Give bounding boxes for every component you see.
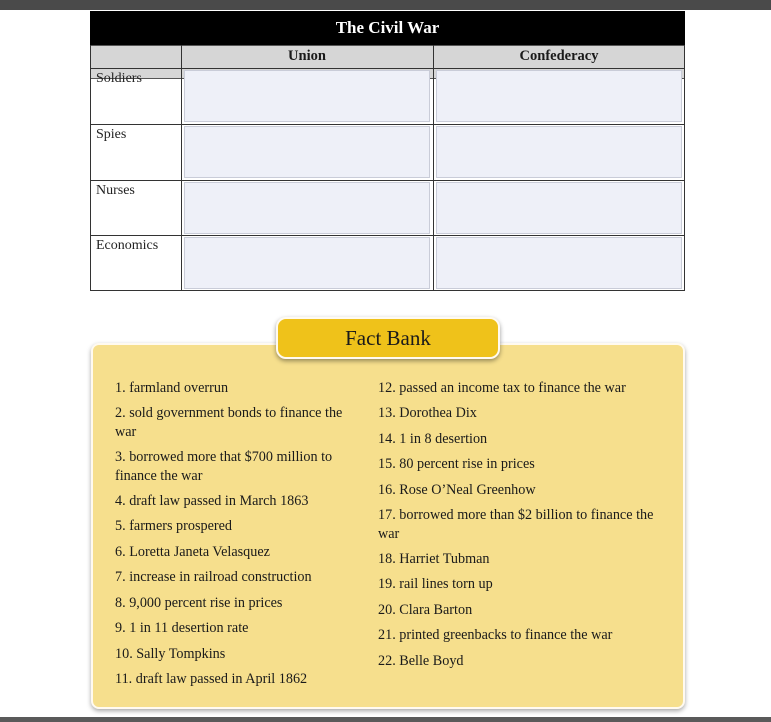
fact-item: 20. Clara Barton (378, 602, 473, 618)
row-line-4 (90, 235, 685, 236)
table-divider-2 (433, 45, 434, 291)
viewer-bottom-bar (0, 717, 771, 722)
cell-spies-confederacy[interactable] (436, 126, 682, 178)
row-label-spies: Spies (96, 127, 127, 142)
fact-item: 2. sold government bonds to finance the war (115, 405, 343, 440)
cell-spies-union[interactable] (184, 126, 430, 178)
fact-item: 4. draft law passed in March 1863 (115, 493, 309, 509)
fact-bank-title: Fact Bank (276, 317, 500, 359)
row-line-1 (90, 68, 685, 69)
cell-soldiers-union[interactable] (184, 70, 430, 122)
row-line-2 (90, 124, 685, 125)
fact-item: 12. passed an income tax to finance the war (378, 380, 626, 396)
viewer-top-bar (0, 0, 771, 10)
table-border-left (90, 45, 91, 291)
header-confederacy-label: Confederacy (519, 48, 599, 64)
fact-item: 5. farmers prospered (115, 518, 232, 534)
fact-item: 1. farmland overrun (115, 380, 229, 396)
fact-item: 18. Harriet Tubman (378, 551, 490, 567)
fact-item: 17. borrowed more than $2 billion to finance the war (378, 507, 654, 542)
fact-item: 15. 80 percent rise in prices (378, 456, 535, 472)
fact-item: 7. increase in railroad construction (115, 569, 312, 585)
fact-item: 10. Sally Tompkins (115, 646, 226, 662)
fact-item: 16. Rose O’Neal Greenhow (378, 482, 536, 498)
cell-nurses-union[interactable] (184, 182, 430, 234)
cell-economics-confederacy[interactable] (436, 237, 682, 289)
civil-war-table (90, 11, 685, 291)
fact-item: 19. rail lines torn up (378, 576, 493, 592)
fact-item: 11. draft law passed in April 1862 (115, 671, 308, 687)
cell-nurses-confederacy[interactable] (436, 182, 682, 234)
table-border-right (684, 45, 685, 291)
row-label-economics: Economics (96, 238, 159, 253)
row-label-nurses: Nurses (96, 183, 135, 198)
fact-item: 3. borrowed more that $700 million to finance the war (115, 449, 333, 484)
fact-item: 13. Dorothea Dix (378, 405, 477, 421)
fact-item: 21. printed greenbacks to finance the war (378, 627, 613, 643)
fact-item: 6. Loretta Janeta Velasquez (115, 544, 270, 560)
table-border-bottom (90, 290, 685, 291)
table-title: The Civil War (90, 11, 685, 45)
cell-soldiers-confederacy[interactable] (436, 70, 682, 122)
fact-item: 22. Belle Boyd (378, 653, 464, 669)
fact-item: 14. 1 in 8 desertion (378, 431, 488, 447)
header-union-label: Union (288, 48, 326, 64)
table-divider-1 (181, 45, 182, 291)
fact-item: 8. 9,000 percent rise in prices (115, 595, 283, 611)
cell-economics-union[interactable] (184, 237, 430, 289)
row-line-3 (90, 180, 685, 181)
fact-item: 9. 1 in 11 desertion rate (115, 620, 249, 636)
row-label-soldiers: Soldiers (96, 71, 142, 86)
